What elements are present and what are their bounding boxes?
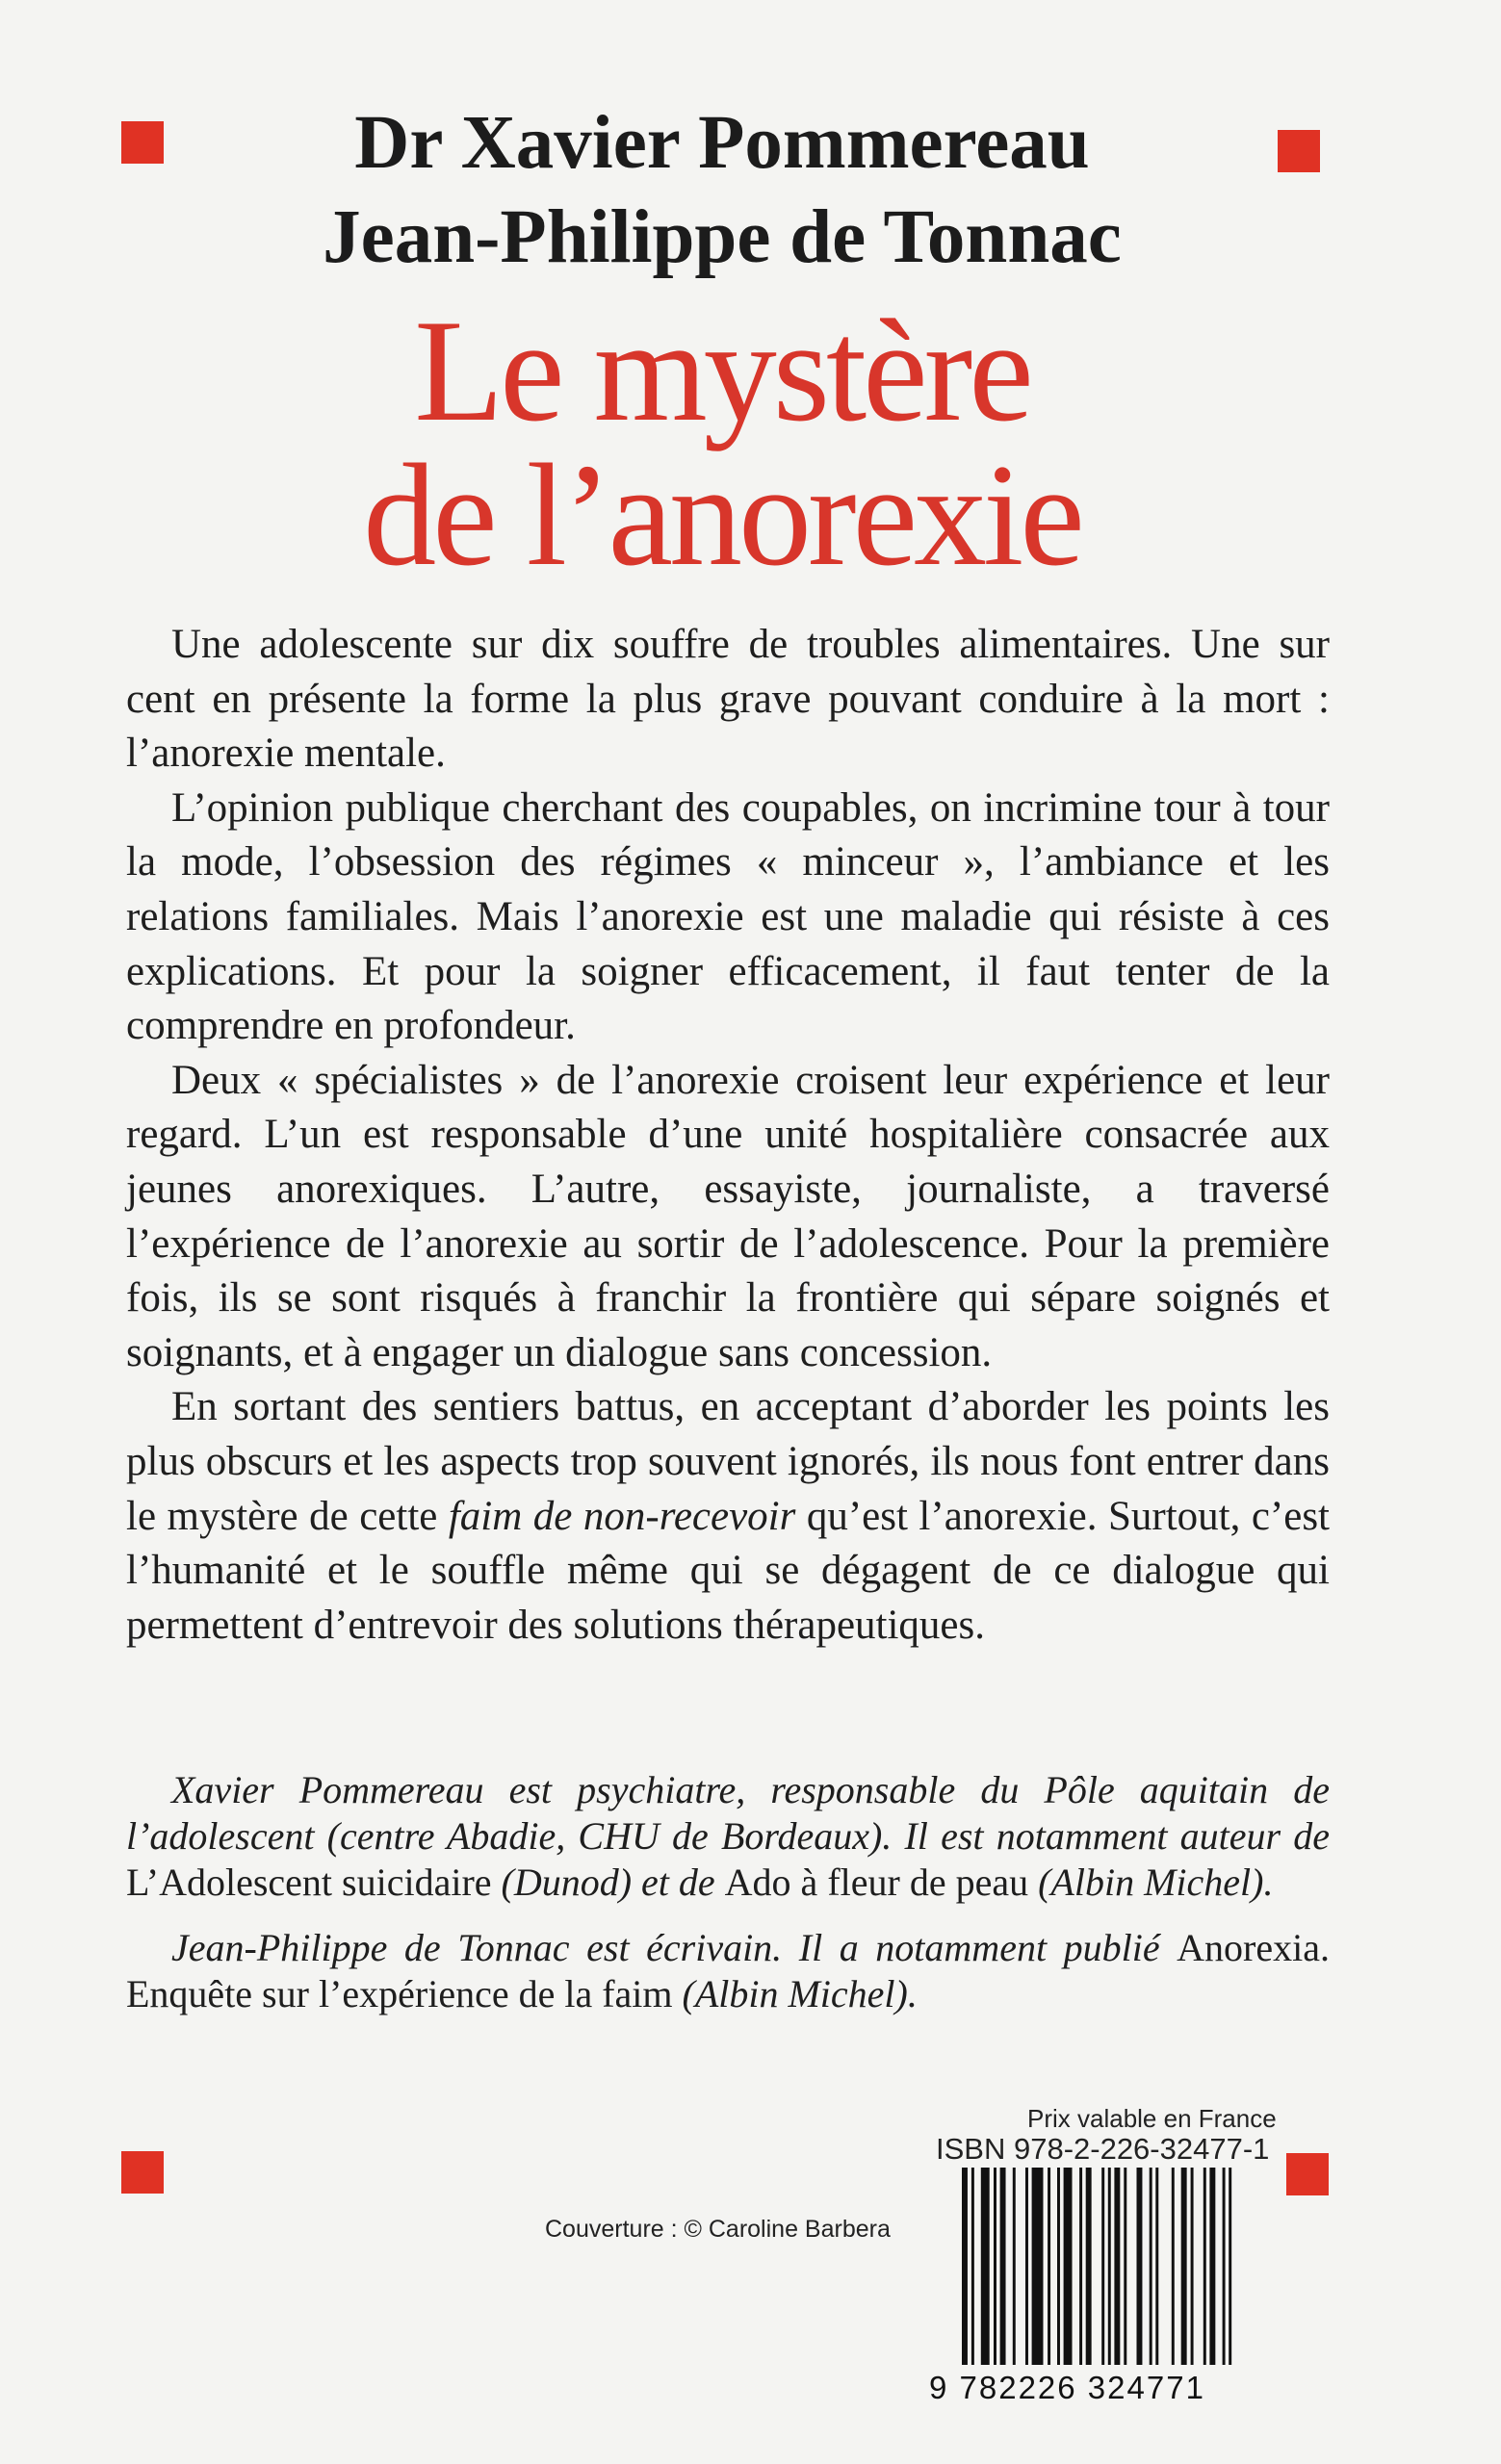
bio-de-tonnac [126,1925,1330,2017]
bio1-book-1: L’Adolescent suicidaire [126,1861,492,1904]
red-square-bottom-right [1286,2153,1329,2195]
bio1-book-2: Ado à fleur de peau [724,1861,1029,1904]
book-title [0,290,1444,596]
bio2-part-b: (Albin Michel). [672,1972,918,2015]
blurb-p4-part-b: qu’est l’anorexie. Surtout, c’est l’humanité et le souffle même qui se dégagent de ce dialogue qui permettent d’entrevoir des solutions thérapeutiques. [126,1493,1330,1648]
bio-pommereau [126,1767,1330,1906]
blurb-paragraph-3: Deux « spécialistes » de l’anorexie croisent leur expérience et leur regard. L’un est responsable d’une unité hospitalière consacrée aux jeunes anorexiques. L’autre, essayiste, journaliste, a traversé l’expérience de l’anorexie au sortir de l’adolescence. Pour la première fois, ils se sont risqués à franchir la frontière qui sépare soignés et soignants, et à engager un dialogue sans concession. [126,1057,1330,1375]
barcode-number: 9 782226 324771 [929,2370,1205,2405]
cover-credit: Couverture : © Caroline Barbera [545,2216,891,2243]
authors [0,96,1444,285]
blurb-paragraph-4 [126,1380,1330,1653]
bio1-part-c: (Albin Michel). [1028,1861,1274,1904]
blurb-p4-part-a: En sortant des sentiers battus, en acceptant d’aborder les points les plus obscurs et les aspects trop souvent ignorés, ils nous font entrer dans le mystère de cette [126,1384,1330,1539]
bio1-part-a: Xavier Pommereau est psychiatre, responsable du Pôle aquitain de l’adolescent (centre Abadie, CHU de Bordeaux). Il est notamment auteur de [126,1768,1330,1858]
blurb-p4-italic: faim de non-recevoir [448,1493,796,1539]
barcode [960,2168,1239,2365]
isbn-label: ISBN 978-2-226-32477-1 [936,2132,1270,2166]
title-line-1: Le mystère [414,290,1030,451]
bio2-part-a: Jean-Philippe de Tonnac est écrivain. Il a notamment publié [171,1926,1178,1969]
blurb-paragraph-1: Une adolescente sur dix souffre de troubles alimentaires. Une sur cent en présente la forme la plus grave pouvant conduire à la mort : l’anorexie mentale. [126,622,1330,777]
price-note: Prix valable en France [1027,2104,1277,2133]
bio1-part-b: (Dunod) et de [491,1861,725,1904]
red-square-bottom-left [121,2151,164,2194]
author-1: Dr Xavier Pommereau [354,101,1090,185]
blurb [126,618,1330,1653]
blurb-paragraph-2: L’opinion publique cherchant des coupables, on incrimine tour à tour la mode, l’obsession des régimes « minceur », l’ambiance et les relations familiales. Mais l’anorexie est une maladie qui résiste à ces explications. Et pour la soigner efficacement, il faut tenter de la comprendre en profondeur. [126,784,1330,1049]
title-line-2: de l’anorexie [363,434,1081,596]
bio2-book: Anorexia. Enquête sur l’expérience de la faim [126,1926,1330,2015]
author-2: Jean-Philippe de Tonnac [323,195,1122,279]
author-bios [126,1767,1330,2017]
